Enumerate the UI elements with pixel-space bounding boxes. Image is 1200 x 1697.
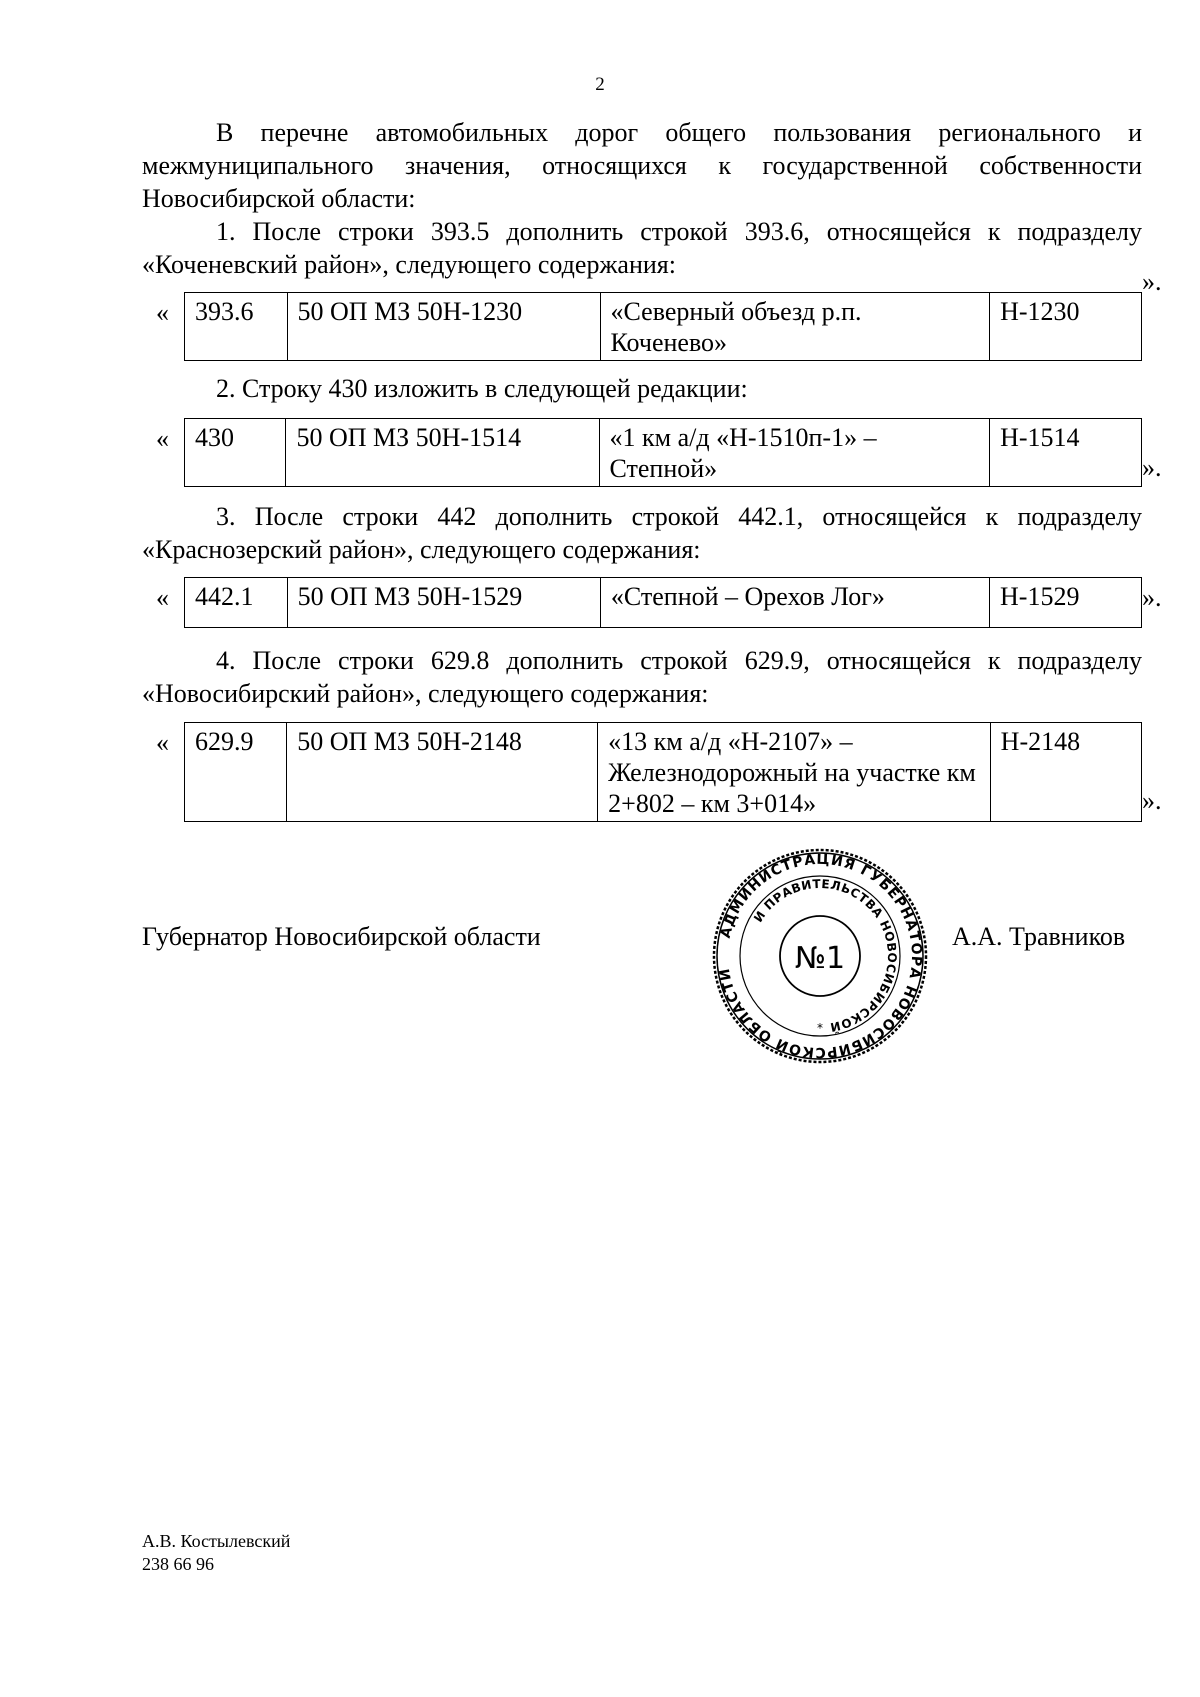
road-table-1 [184, 292, 1142, 361]
close-quote: ». [1142, 583, 1162, 612]
item-2-text: 2. Строку 430 изложить в следующей редакции: [216, 374, 748, 403]
road-name-cell: «Степной – Орехов Лог» [600, 578, 989, 628]
road-id-cell: 50 ОП МЗ 50Н-2148 [287, 723, 598, 822]
road-code-cell: Н-1230 [990, 293, 1142, 361]
executor-phone: 238 66 96 [142, 1554, 214, 1574]
official-seal [712, 848, 928, 1064]
row-number-cell: 442.1 [185, 578, 288, 628]
item-3-text: 3. После строки 442 дополнить строкой 442.1, относящейся к подразделу «Краснозерский район», следующего содержания: [142, 502, 1142, 564]
seal-inner-text: И ПРАВИТЕЛЬСТВА НОВОСИБИРСКОЙ [751, 876, 900, 1035]
road-code-cell: Н-1514 [990, 419, 1142, 487]
road-id-cell: 50 ОП МЗ 50Н-1514 [286, 419, 599, 487]
executor-name: А.В. Костылевский [142, 1531, 291, 1551]
road-name-cell: «13 км а/д «Н-2107» – Железнодорожный на участке км 2+802 – км 3+014» [598, 723, 991, 822]
road-name-cell: «1 км а/д «Н-1510п-1» – Степной» [599, 419, 990, 487]
road-code-cell: Н-1529 [990, 578, 1142, 628]
close-quote: ». [1142, 267, 1162, 296]
row-number-cell: 430 [185, 419, 286, 487]
signatory-name: А.А. Травников [952, 922, 1126, 951]
page-number: 2 [595, 74, 605, 95]
road-table-2 [184, 418, 1142, 487]
road-table-4 [184, 722, 1142, 822]
open-quote: « [156, 424, 169, 453]
item-1-text: 1. После строки 393.5 дополнить строкой 393.6, относящейся к подразделу «Коченевский район», следующего содержания: [142, 217, 1142, 279]
executor-footer [142, 1530, 290, 1576]
open-quote: « [156, 728, 169, 757]
road-code-cell: Н-2148 [990, 723, 1141, 822]
item-4-text: 4. После строки 629.8 дополнить строкой 629.9, относящейся к подразделу «Новосибирский район», следующего содержания: [142, 646, 1142, 708]
open-quote: « [156, 298, 169, 327]
row-number-cell: 629.9 [185, 723, 287, 822]
row-number-cell: 393.6 [185, 293, 288, 361]
road-id-cell: 50 ОП МЗ 50Н-1230 [287, 293, 600, 361]
intro-paragraph: В перечне автомобильных дорог общего пользования регионального и межмуниципального значения, относящихся к государственной собственности Новосибирской области: [142, 118, 1142, 213]
seal-star-icon: * [817, 1021, 823, 1035]
seal-center-number: №1 [794, 941, 846, 976]
seal-outer-text: АДМИНИСТРАЦИЯ ГУБЕРНАТОРА НОВОСИБИРСКОЙ ОБЛАСТИ [716, 851, 925, 1061]
road-id-cell: 50 ОП МЗ 50Н-1529 [287, 578, 600, 628]
close-quote: ». [1142, 453, 1162, 482]
open-quote: « [156, 583, 169, 612]
close-quote: ». [1142, 786, 1162, 815]
road-name-cell: «Северный объезд р.п. Коченево» [600, 293, 990, 361]
road-table-3 [184, 577, 1142, 628]
signatory-position: Губернатор Новосибирской области [142, 922, 541, 951]
